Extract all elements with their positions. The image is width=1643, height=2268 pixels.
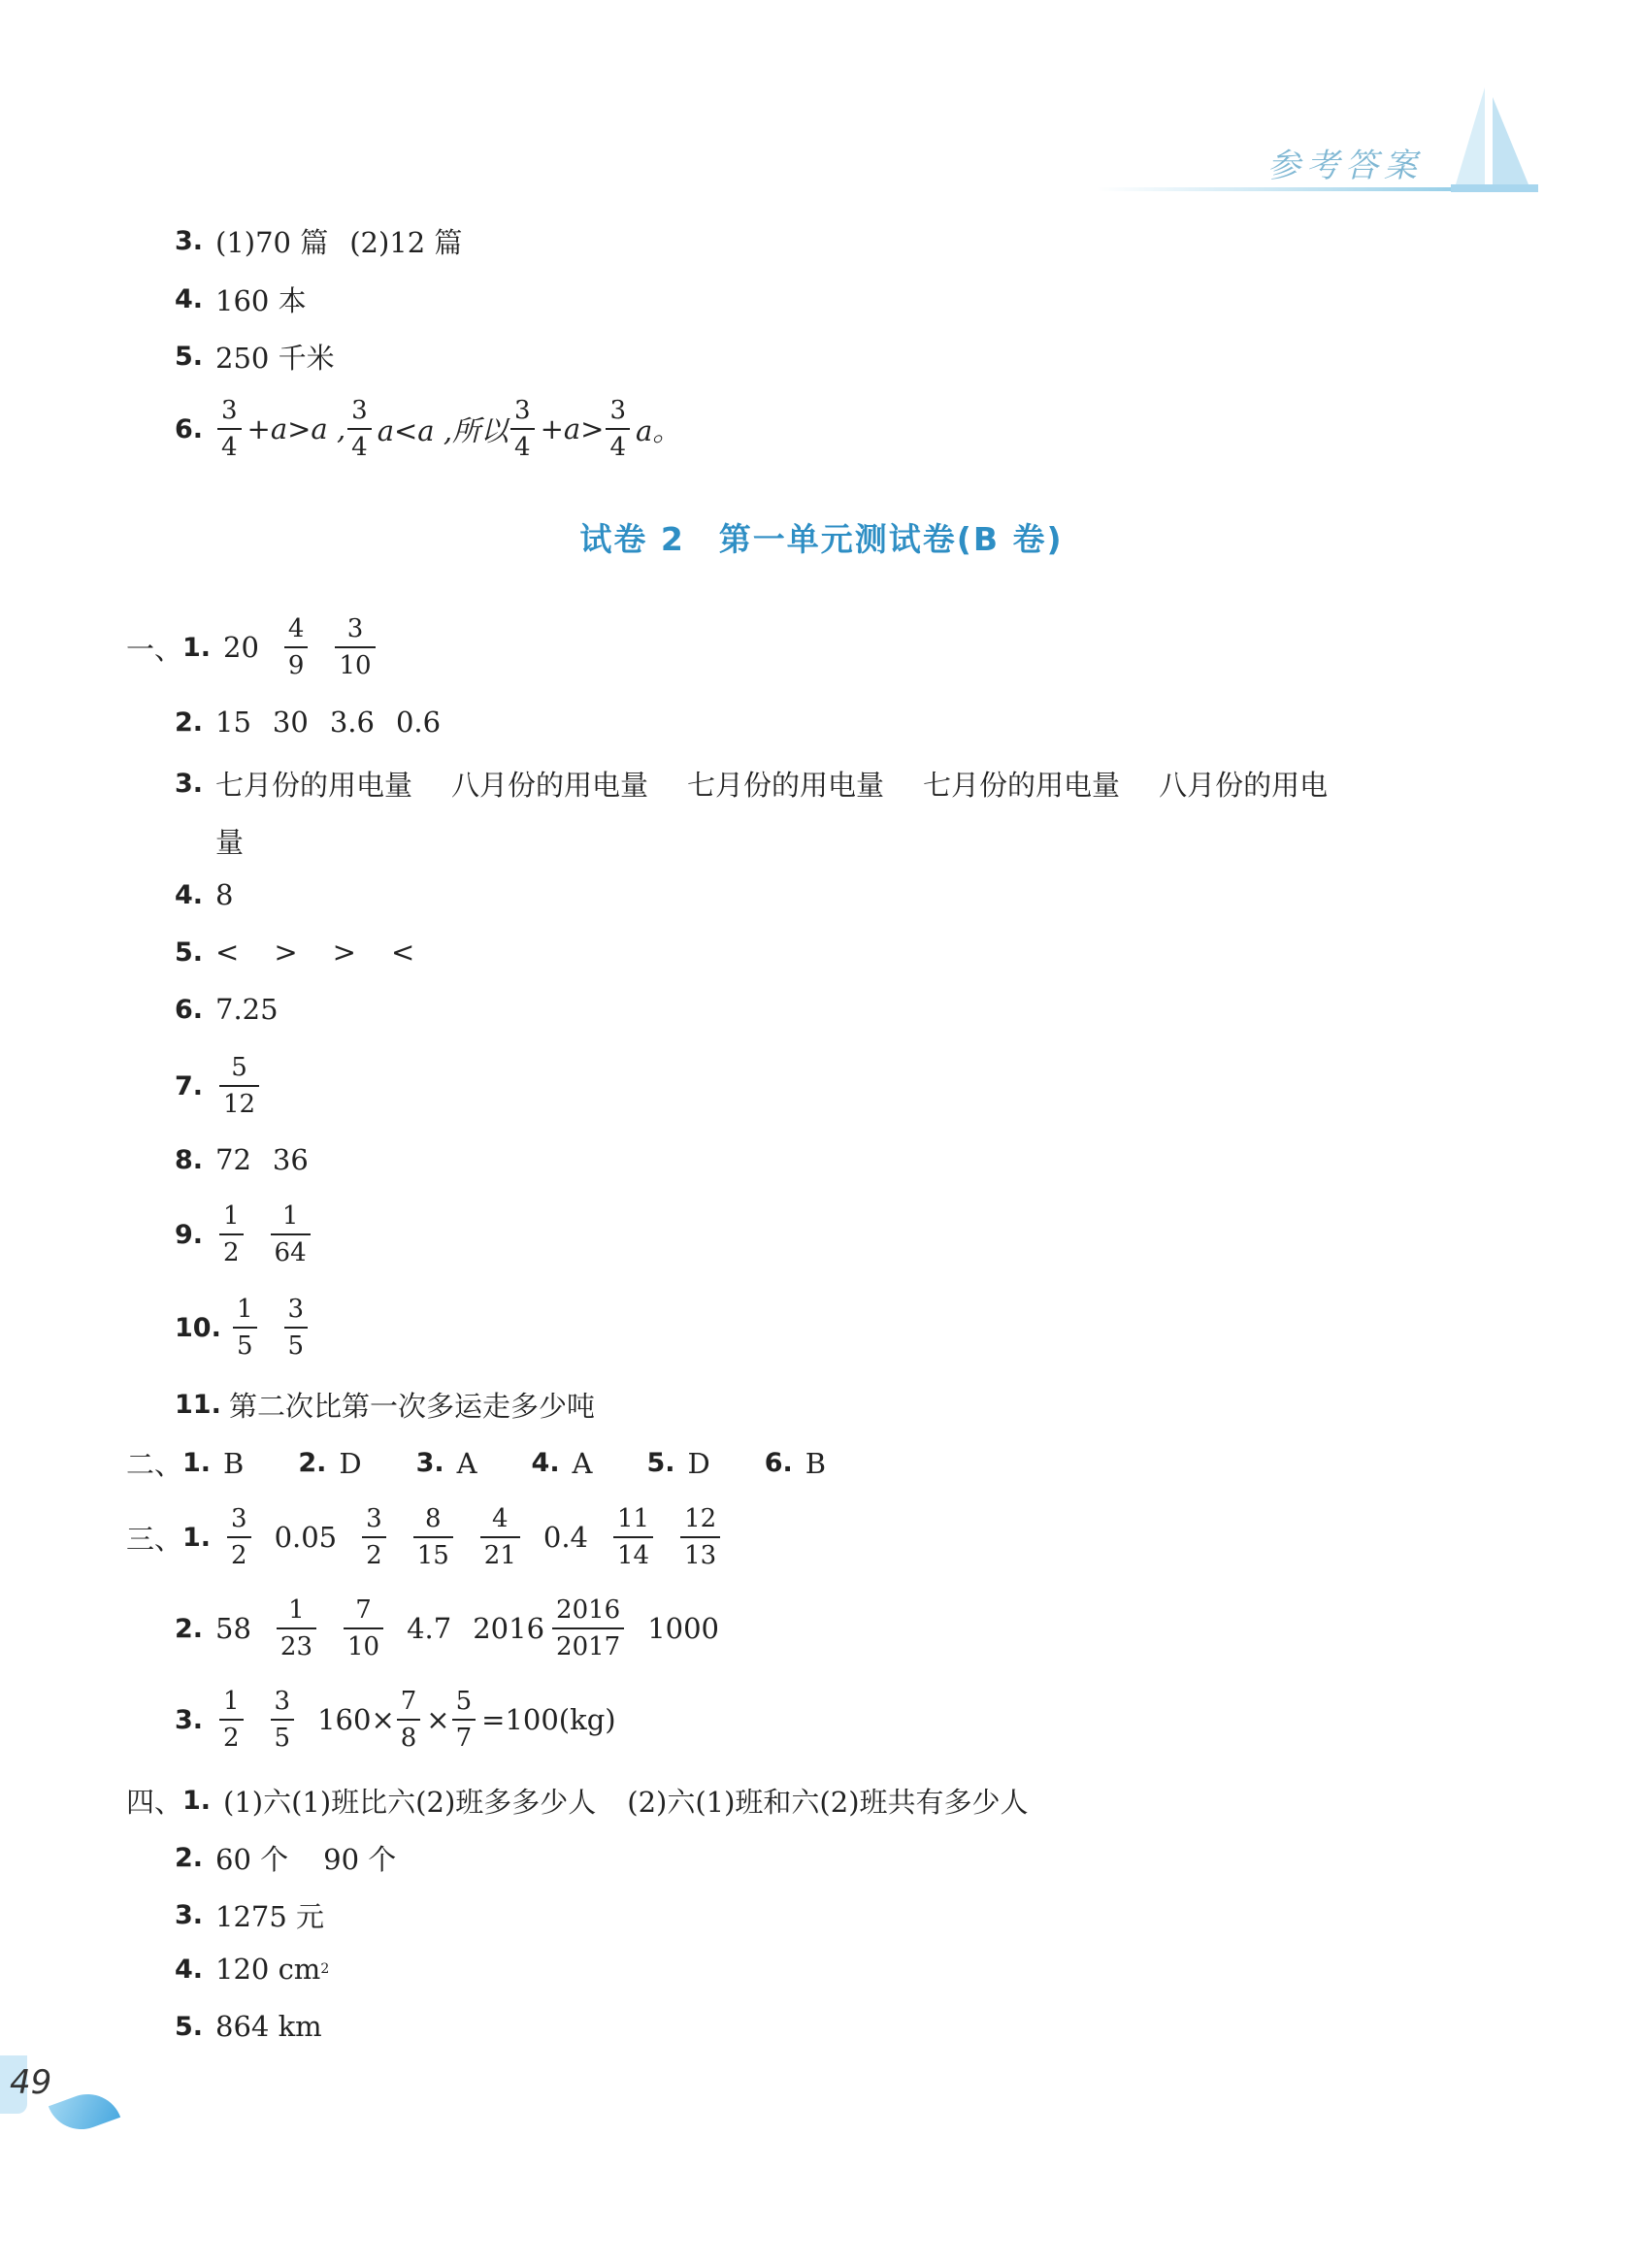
- fraction: $\frac{5}{12}$: [219, 1055, 259, 1117]
- fraction: $\frac{7}{10}$: [344, 1597, 383, 1660]
- fraction: $\frac{4}{9}$: [284, 616, 309, 678]
- fraction: $\frac{1}{5}$: [233, 1297, 257, 1359]
- fraction: $\frac{7}{8}$: [397, 1689, 421, 1751]
- fraction: $\frac{3}{4}$: [217, 398, 242, 460]
- fraction: $\frac{3}{2}$: [227, 1506, 251, 1568]
- fraction: $\frac{1}{64}$: [271, 1203, 311, 1265]
- page-number-badge: [0, 2055, 116, 2133]
- page-header: [1097, 73, 1562, 199]
- header-title: 参考答案: [1267, 147, 1423, 185]
- part1-q7: 7. $\frac{5}{12}$: [175, 1055, 282, 1117]
- fraction: $\frac{8}{15}$: [413, 1506, 453, 1568]
- fraction: $\frac{3}{10}$: [335, 616, 375, 678]
- part1-q3-cont: 量: [215, 826, 245, 859]
- leaf-icon: [49, 2085, 120, 2139]
- part4-q4: 4. 120 cm 2: [175, 1953, 330, 1986]
- fraction: $\frac{12}{13}$: [680, 1506, 720, 1568]
- answer-q3: 3. (1)70 篇 (2)12 篇: [175, 226, 463, 259]
- part1-q2: 2. 15 30 3.6 0.6: [175, 706, 442, 739]
- part1-q5: 5. < > > <: [175, 936, 415, 969]
- part3-q2: 2. 58 $\frac{1}{23}$ $\frac{7}{10}$ 4.7 2016 $\frac{2016}{2017}$ 1000: [175, 1595, 720, 1661]
- section-title: 试卷 2 第一单元测试卷(B 卷): [579, 520, 1064, 558]
- part1-q3: 3. 七月份的用电量 八月份的用电量 七月份的用电量 七月份的用电量 八月份的用电: [175, 769, 1329, 802]
- fraction: $\frac{3}{5}$: [271, 1689, 295, 1751]
- fraction: $\frac{2016}{2017}$: [552, 1597, 624, 1660]
- fraction: $\frac{3}{4}$: [510, 398, 535, 460]
- fraction: $\frac{3}{2}$: [362, 1506, 386, 1568]
- page-number: 49: [10, 2063, 52, 2102]
- part4-q2: 2. 60 个 90 个: [175, 1843, 397, 1876]
- fraction: $\frac{3}{4}$: [606, 398, 630, 460]
- sailboat-icon: [1446, 82, 1543, 197]
- fraction: $\frac{1}{23}$: [277, 1597, 316, 1660]
- answer-q5: 5. 250 千米: [175, 342, 335, 375]
- part1-q4: 4. 8: [175, 878, 234, 911]
- part4-q5: 5. 864 km: [175, 2010, 322, 2043]
- part1-q11: 11. 第二次比第一次多运走多少吨: [175, 1390, 596, 1423]
- part2-answers: 二、 1. B 2. D 3. A 4. A 5. D 6. B: [126, 1446, 827, 1481]
- part1-q10: 10. $\frac{1}{5}$ $\frac{3}{5}$: [175, 1297, 331, 1359]
- part1-q8: 8. 72 36: [175, 1143, 309, 1176]
- part1-q1: 一、 1. 20 $\frac{4}{9}$ $\frac{3}{10}$: [126, 616, 399, 678]
- part4-q3: 3. 1275 元: [175, 1900, 325, 1933]
- fraction: $\frac{3}{4}$: [347, 398, 372, 460]
- fraction: $\frac{11}{14}$: [613, 1506, 653, 1568]
- fraction: $\frac{1}{2}$: [219, 1689, 244, 1751]
- part3-q3: 3. $\frac{1}{2}$ $\frac{3}{5}$ 160× $\frac{7}{8}$ × $\frac{5}{7}$ =100(kg): [175, 1687, 616, 1753]
- fraction: $\frac{5}{7}$: [452, 1689, 476, 1751]
- part4-q1: 四、 1. (1)六(1)班比六(2)班多多少人 (2)六(1)班和六(2)班共有多少人: [126, 1786, 1029, 1819]
- answer-q4: 4. 160 本: [175, 284, 307, 317]
- fraction: $\frac{4}{21}$: [480, 1506, 520, 1568]
- header-line: [1097, 187, 1485, 191]
- answer-q6: 6. $\frac{3}{4}$ +a>a , $\frac{3}{4}$ a<a ,所以 $\frac{3}{4}$ +a> $\frac{3}{4}$ a。: [175, 396, 681, 462]
- part3-q1: 三、 1. $\frac{3}{2}$ 0.05 $\frac{3}{2}$ $\frac{8}{15}$ $\frac{4}{21}$ 0.4 $\frac{11}{14}$ $\frac{12}{13}$: [126, 1506, 743, 1568]
- fraction: $\frac{1}{2}$: [219, 1203, 244, 1265]
- part1-q9: 9. $\frac{1}{2}$ $\frac{1}{64}$: [175, 1203, 334, 1265]
- part1-q6: 6. 7.25: [175, 993, 279, 1026]
- fraction: $\frac{3}{5}$: [284, 1297, 309, 1359]
